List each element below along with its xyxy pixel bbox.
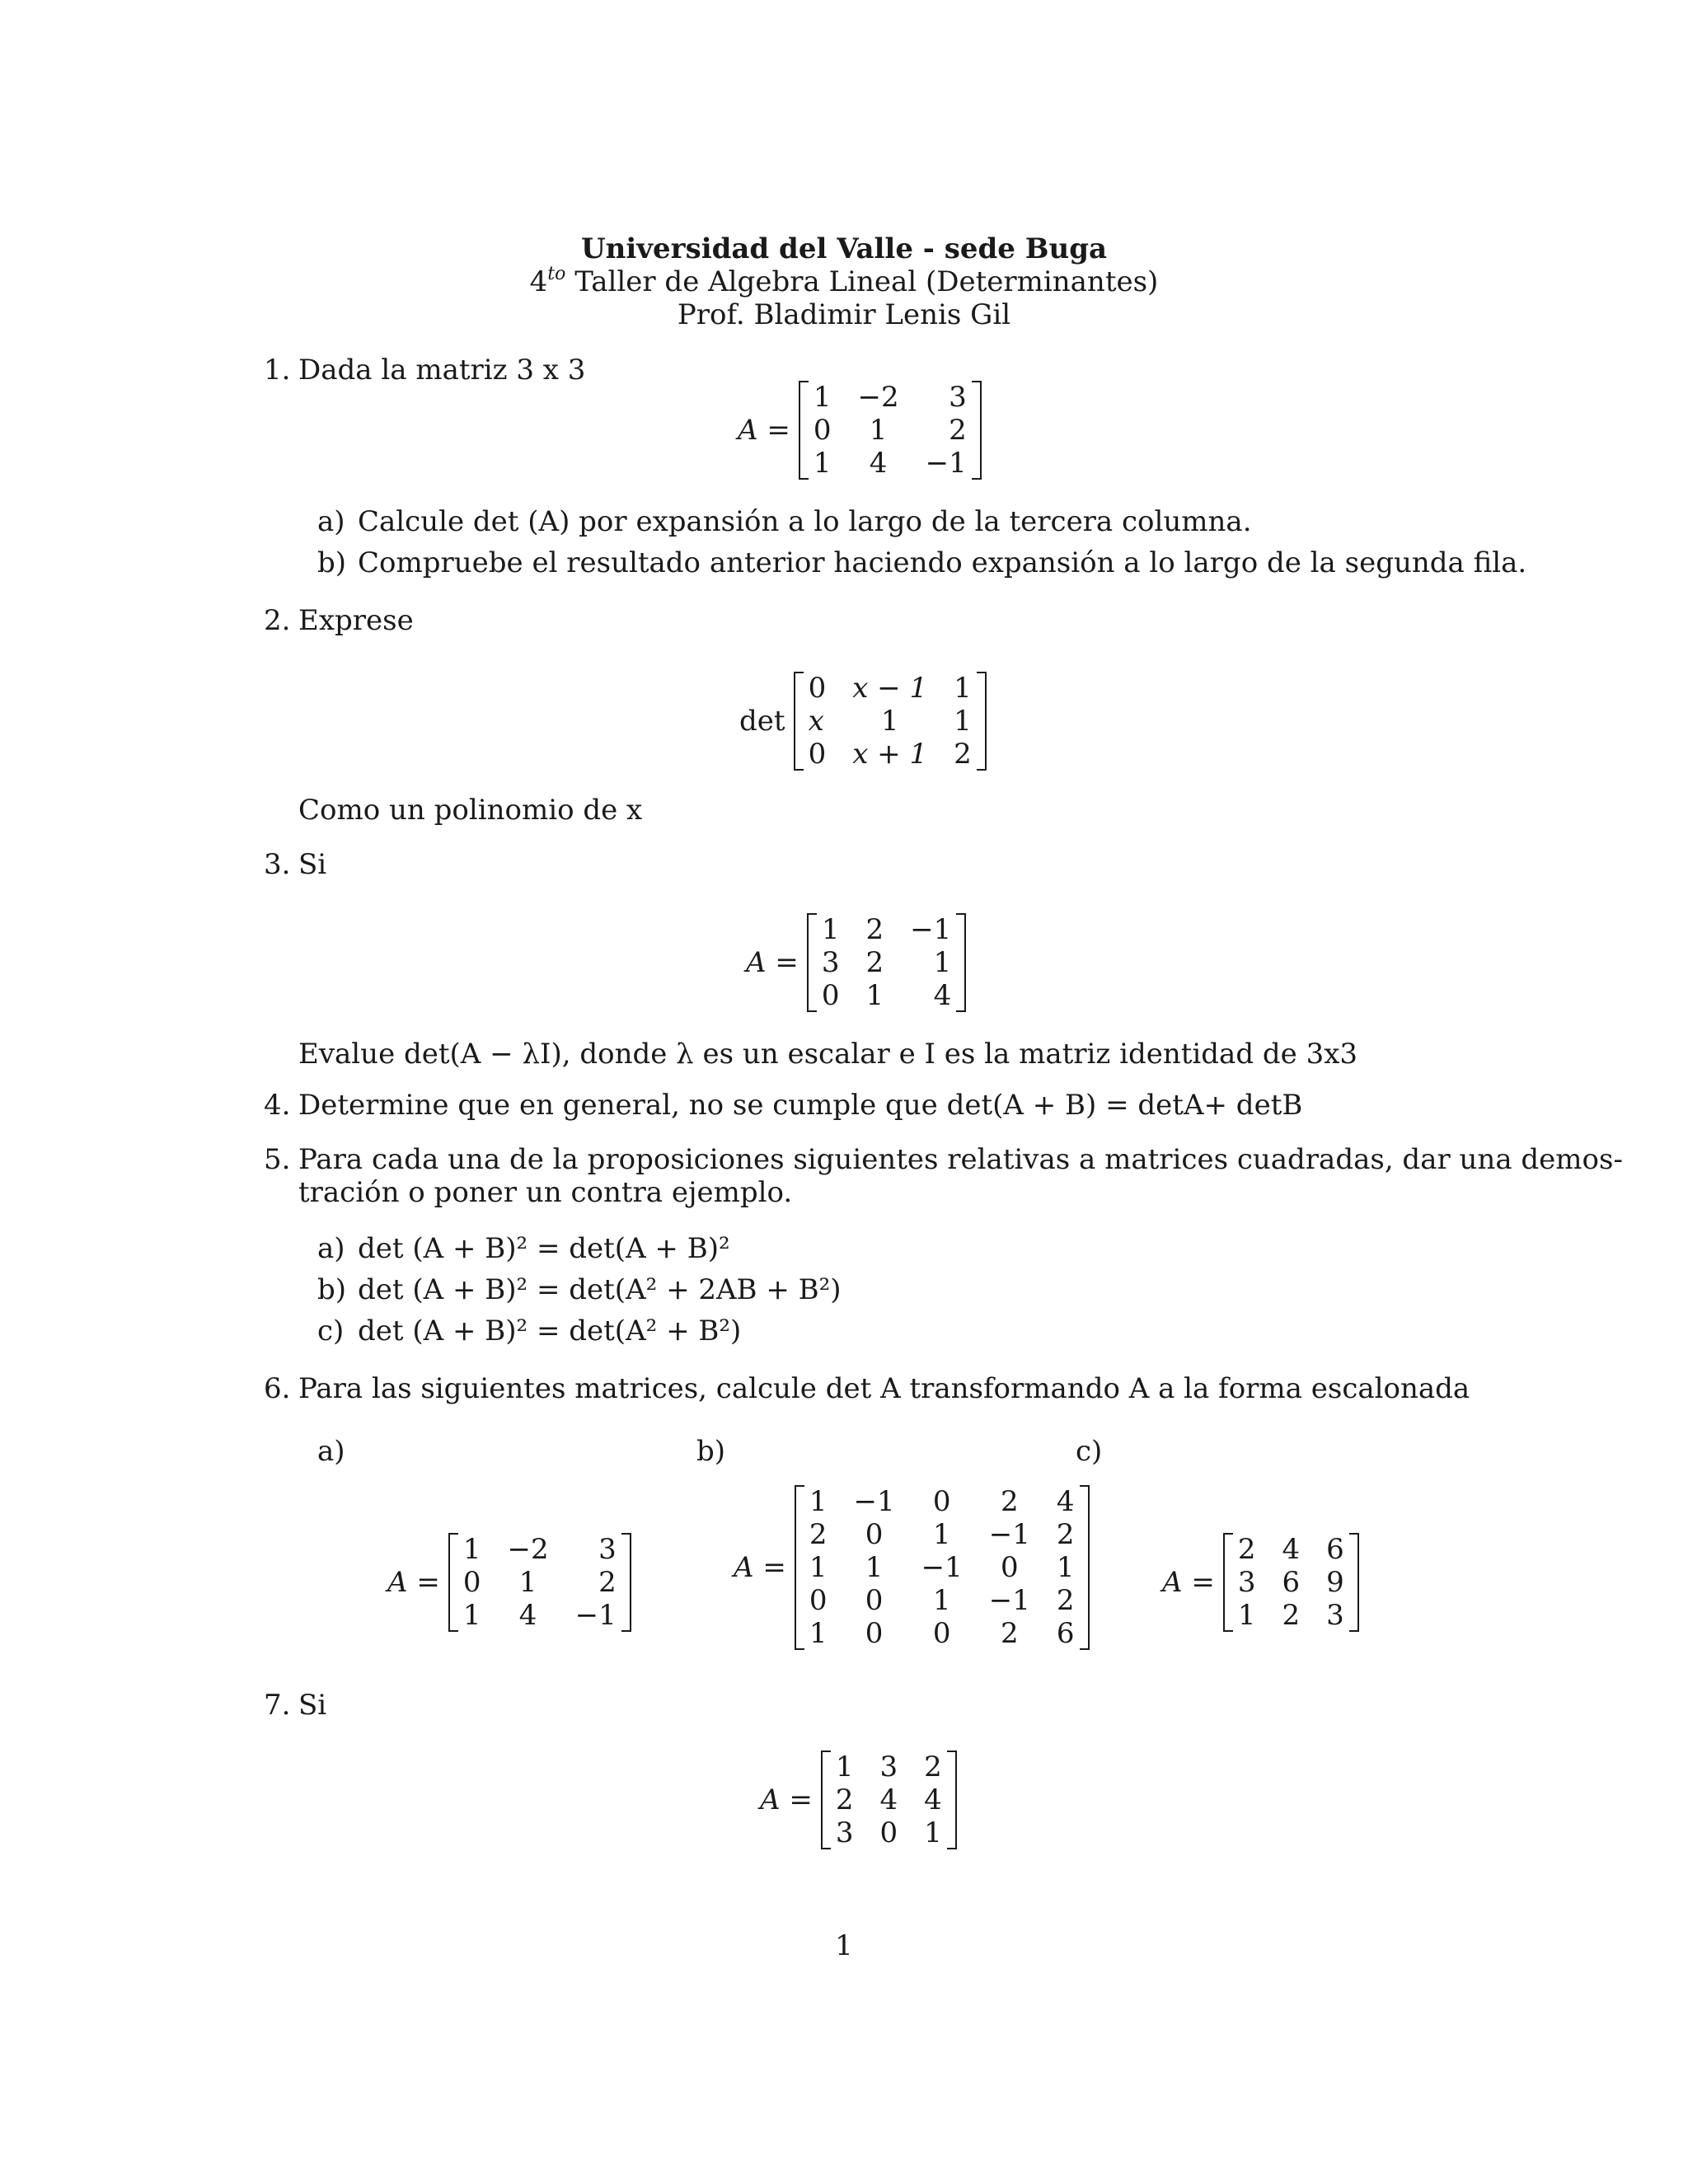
p1-b-text: Compruebe el resultado anterior haciendo expansión a lo largo de la segunda fila. [358,546,1527,579]
matrix-row [1235,1599,1348,1632]
matrix-row [806,1617,1078,1650]
matrix-cell: 0 [879,1816,898,1849]
p6-c-lhs: A = [1162,1566,1215,1599]
matrix-cell: −1 [910,913,952,946]
matrix-cell: −2 [507,1533,549,1566]
matrix-cell: 2 [1000,1617,1019,1650]
p5-b-text: det (A + B)² = det(A² + 2AB + B²) [358,1273,842,1306]
matrix-cell: 1 [518,1566,537,1599]
matrix-cell: 1 [865,1551,884,1584]
p3-text: Si [298,848,327,881]
matrix-cell: 4 [933,979,952,1012]
matrix-cell: 1 [809,1617,828,1650]
p1-matrix [799,381,982,480]
matrix-cell: 1 [835,1750,854,1783]
page-number: 1 [835,1929,853,1962]
matrix-cell: 3 [835,1816,854,1849]
p1-a-label: a) [317,505,345,538]
workshop-superscript: to [547,264,566,284]
matrix-cell: 1 [932,1518,951,1551]
matrix-cell: 1 [462,1599,481,1632]
p7-number: 7. [264,1689,291,1722]
matrix-cell: 6 [1282,1566,1301,1599]
p6-b-lhs: A = [734,1551,786,1584]
p5-c-text: det (A + B)² = det(A² + B²) [358,1315,742,1347]
matrix-cell: 4 [518,1599,537,1632]
matrix-cell: 4 [1282,1533,1301,1566]
matrix-row [806,1518,1078,1551]
matrix-cell: −1 [853,1485,895,1518]
matrix-cell: 0 [821,979,840,1012]
matrix-cell: 1 [1237,1599,1256,1632]
matrix-cell: 1 [821,913,840,946]
matrix-cell: 0 [865,1518,884,1551]
matrix-cell: x [808,705,824,738]
matrix-cell: −1 [988,1584,1030,1617]
matrix-cell: 1 [954,705,972,738]
matrix-cell: 0 [808,738,827,771]
matrix-cell: 3 [879,1750,898,1783]
matrix-cell: 3 [1326,1599,1344,1632]
p6-number: 6. [264,1372,291,1405]
p2-equation [739,672,987,771]
workshop-number: 4 [529,265,548,298]
p1-matrix-table [810,381,970,480]
matrix-row [805,672,975,705]
matrix-cell: 1 [1056,1551,1075,1584]
matrix-cell: 1 [954,672,972,705]
p6-b-matrix [795,1485,1090,1650]
p2-after: Como un polinomio de x [298,794,643,827]
matrix-cell: 1 [462,1533,481,1566]
university-title: Universidad del Valle - sede Buga [580,232,1108,265]
matrix-row [832,1783,945,1816]
p6-c-equation [1162,1533,1359,1632]
p2-lhs: det [739,705,785,738]
p2-text: Exprese [298,604,414,637]
matrix-row [818,913,954,946]
matrix-row [832,1750,945,1783]
p6-c-label: c) [1076,1435,1103,1468]
workshop-text: Taller de Algebra Lineal (Determinantes) [565,265,1159,298]
matrix-row [832,1816,945,1849]
matrix-cell: 1 [809,1551,828,1584]
matrix-cell: 2 [954,738,972,771]
p7-text: Si [298,1689,327,1722]
p3-matrix [807,913,966,1012]
matrix-cell: 4 [879,1783,898,1816]
matrix-cell: 1 [880,705,899,738]
p1-b-label: b) [317,546,347,579]
p1-a-text: Calcule det (A) por expansión a lo largo de la tercera columna. [358,505,1252,538]
matrix-cell: 2 [1056,1584,1075,1617]
matrix-cell: 0 [932,1485,951,1518]
matrix-cell: 2 [598,1566,617,1599]
p4-text: Determine que en general, no se cumple que det(A + B) = detA+ detB [298,1089,1303,1122]
p3-lhs: A = [746,946,799,979]
p7-matrix [821,1750,957,1849]
matrix-cell: 9 [1326,1566,1344,1599]
p6-b-equation [734,1485,1090,1650]
p6-c-matrix [1223,1533,1359,1632]
matrix-cell: 2 [949,414,967,447]
p6-b-label: b) [696,1435,726,1468]
matrix-row [818,946,954,979]
matrix-row [805,705,975,738]
p2-matrix [794,672,987,771]
matrix-cell: x − 1 [852,672,928,705]
matrix-cell: 0 [865,1617,884,1650]
matrix-cell: 0 [808,672,827,705]
matrix-cell: −1 [574,1599,617,1632]
matrix-row [810,414,970,447]
matrix-cell: 2 [835,1783,854,1816]
matrix-cell: 6 [1326,1533,1344,1566]
p5-number: 5. [264,1143,291,1176]
matrix-cell: 2 [1282,1599,1301,1632]
matrix-row [806,1485,1078,1518]
matrix-cell: 4 [1056,1485,1075,1518]
p5-c-label: c) [317,1315,345,1347]
p6-a-equation [387,1533,631,1632]
p1-lhs: A = [738,414,790,447]
matrix-row [460,1566,620,1599]
p1-number: 1. [264,354,291,387]
matrix-row [1235,1533,1348,1566]
matrix-cell: 4 [924,1783,942,1816]
p6-c-matrix-table [1235,1533,1348,1632]
matrix-cell: 2 [1056,1518,1075,1551]
matrix-cell: 2 [1000,1485,1019,1518]
p4-number: 4. [264,1089,291,1122]
matrix-cell: −2 [857,381,899,414]
matrix-cell: 1 [933,946,952,979]
p6-a-label: a) [317,1435,345,1468]
p3-equation [746,913,966,1012]
matrix-cell: 3 [949,381,967,414]
matrix-cell: 1 [865,979,884,1012]
p1-text: Dada la matriz 3 x 3 [298,354,586,387]
p2-matrix-table [805,672,975,771]
matrix-cell: 3 [1237,1566,1256,1599]
p7-matrix-table [832,1750,945,1849]
p6-a-matrix [448,1533,631,1632]
matrix-row [810,381,970,414]
matrix-cell: 4 [869,447,888,480]
p3-number: 3. [264,848,291,881]
matrix-cell: 0 [813,414,832,447]
matrix-cell: −1 [921,1551,963,1584]
matrix-cell: 2 [1237,1533,1256,1566]
workshop-title [0,265,1688,302]
p5-a-label: a) [317,1232,345,1265]
matrix-cell: 2 [809,1518,828,1551]
p6-text: Para las siguientes matrices, calcule det A transformando A a la forma escalonada [298,1372,1470,1405]
p6-a-matrix-table [460,1533,620,1632]
matrix-cell: 0 [809,1584,828,1617]
p6-b-matrix-table [806,1485,1078,1650]
matrix-cell: −1 [925,447,967,480]
p2-number: 2. [264,604,291,637]
matrix-row [1235,1566,1348,1599]
matrix-cell: 1 [813,447,832,480]
matrix-cell: 0 [865,1584,884,1617]
matrix-row [818,979,954,1012]
p5-a-text: det (A + B)² = det(A + B)² [358,1232,730,1265]
matrix-cell: 0 [1000,1551,1019,1584]
p7-lhs: A = [760,1783,813,1816]
matrix-cell: 2 [924,1750,942,1783]
professor-name: Prof. Bladimir Lenis Gil [677,298,1011,331]
matrix-cell: 2 [865,946,884,979]
matrix-row [460,1599,620,1632]
matrix-cell: 0 [932,1617,951,1650]
matrix-cell: 1 [924,1816,942,1849]
matrix-cell: 3 [598,1533,617,1566]
p5-line1: Para cada una de la proposiciones siguientes relativas a matrices cuadradas, dar una demos- [298,1143,1623,1176]
matrix-cell: 1 [809,1485,828,1518]
p3-matrix-table [818,913,954,1012]
p6-a-lhs: A = [387,1566,440,1599]
matrix-row [806,1551,1078,1584]
p7-equation [760,1750,957,1849]
matrix-cell: −1 [988,1518,1030,1551]
matrix-row [805,738,975,771]
matrix-row [806,1584,1078,1617]
p5-line2: tración o poner un contra ejemplo. [298,1176,793,1209]
matrix-cell: 1 [932,1584,951,1617]
matrix-cell: 3 [821,946,840,979]
matrix-cell: 1 [813,381,832,414]
matrix-cell: 2 [865,913,884,946]
matrix-cell: x + 1 [852,738,928,771]
matrix-cell: 0 [462,1566,481,1599]
p3-after: Evalue det(A − λI), donde λ es un escalar e I es la matriz identidad de 3x3 [298,1038,1358,1071]
matrix-cell: 1 [869,414,888,447]
matrix-row [810,447,970,480]
p5-b-label: b) [317,1273,347,1306]
p1-equation [738,381,982,480]
matrix-row [460,1533,620,1566]
matrix-cell: 6 [1056,1617,1075,1650]
